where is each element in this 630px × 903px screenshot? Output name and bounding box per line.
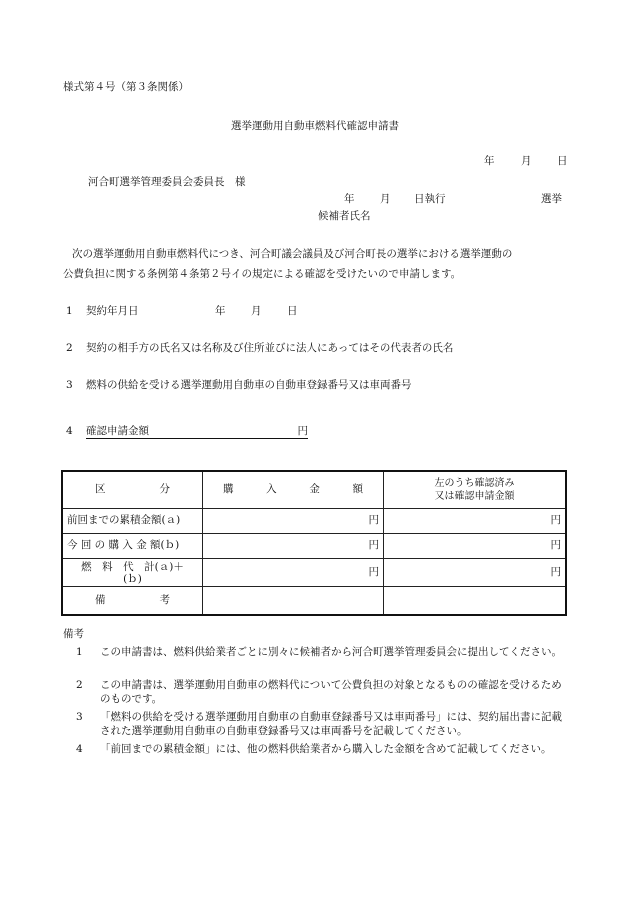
- item-2-label: 契約の相手方の氏名又は名称及び住所並びに法人にあってはその代表者の氏名: [86, 342, 454, 354]
- election-label: 選挙: [541, 193, 562, 205]
- item-1-month: 月: [251, 305, 262, 317]
- document-title: 選挙運動用自動車燃料代確認申請書: [231, 120, 399, 132]
- row-label-total-line2: (ｂ): [123, 572, 142, 585]
- item-4-number: 4: [66, 425, 73, 437]
- yen-unit: 円: [550, 514, 561, 527]
- header-confirmed-amount: [384, 471, 567, 509]
- fuel-cost-table: [61, 470, 567, 616]
- item-1-label: 契約年月日: [86, 305, 139, 317]
- table-header-row: [62, 471, 566, 509]
- row-remarks-cell-2[interactable]: [384, 587, 567, 615]
- candidate-label: 候補者氏名: [318, 210, 371, 222]
- item-1-year: 年: [215, 305, 226, 317]
- row-current-confirmed-cell[interactable]: [384, 534, 567, 559]
- note-item: [76, 742, 571, 756]
- row-label-total: [62, 559, 203, 587]
- election-year: 年: [344, 193, 355, 205]
- note-text: 「前回までの累積金額」には、他の燃料供給業者から購入した金額を含めて記載してください。: [100, 743, 552, 755]
- note-item: [76, 645, 571, 659]
- item-3-label: 燃料の供給を受ける選挙運動用自動車の自動車登録番号又は車両番号: [86, 379, 412, 391]
- header-category: [62, 471, 203, 509]
- table-row: [62, 559, 566, 587]
- header-confirmed-line1: 左のうち確認済み: [434, 478, 515, 489]
- note-item: [76, 710, 571, 738]
- note-number: 3: [76, 711, 83, 723]
- yen-unit: 円: [368, 514, 379, 527]
- item-4-amount-line: [86, 425, 308, 439]
- row-current-purchase-cell[interactable]: [203, 534, 384, 559]
- row-cumulative-purchase-cell[interactable]: [203, 509, 384, 534]
- body-text-line1: 次の選挙運動用自動車燃料代につき、河合町議会議員及び河合町長の選挙における選挙運動の: [72, 248, 513, 260]
- header-confirmed-line2: 又は確認申請金額: [434, 491, 515, 502]
- header-category-char-1: 区: [95, 483, 106, 496]
- row-cumulative-confirmed-cell[interactable]: [384, 509, 567, 534]
- table-row: [62, 509, 566, 534]
- header-purchase-amount: [203, 471, 384, 509]
- item-1-day: 日: [287, 305, 298, 317]
- note-text: 「燃料の供給を受ける選挙運動用自動車の自動車登録番号又は車両番号」には、契約届出書に記載された選挙運動用自動車の自動車登録番号又は車両番号を記載してください。: [100, 711, 562, 737]
- remarks-char-2: 考: [159, 593, 170, 606]
- item-4-label: 確認申請金額: [86, 425, 149, 437]
- header-purchase-char-3: 金: [309, 483, 320, 496]
- table-row: [62, 587, 566, 615]
- header-category-char-2: 分: [159, 483, 170, 496]
- note-text: この申請書は、燃料供給業者ごとに別々に候補者から河合町選挙管理委員会に提出してください。: [100, 646, 562, 658]
- yen-unit: 円: [368, 565, 379, 578]
- row-label-cumulative: 前回までの累積金額(ａ): [62, 509, 203, 534]
- note-number: 4: [76, 743, 83, 755]
- form-label: 様式第４号（第３条関係）: [63, 81, 189, 93]
- row-label-current: 今 回 の 購 入 金 額(ｂ): [62, 534, 203, 559]
- date-month: 月: [521, 155, 532, 167]
- note-number: 1: [76, 646, 83, 658]
- item-4-unit: 円: [297, 425, 308, 437]
- note-item: [76, 678, 571, 706]
- remarks-char-1: 備: [95, 593, 106, 606]
- row-total-confirmed-cell[interactable]: [384, 559, 567, 587]
- note-number: 2: [76, 679, 83, 691]
- date-year: 年: [484, 155, 495, 167]
- row-label-total-line1: 燃 料 代 計(ａ)＋: [81, 560, 184, 573]
- body-text-line2: 公費負担に関する条例第４条第２号イの規定による確認を受けたいので申請します。: [63, 268, 462, 280]
- election-month: 月: [380, 193, 391, 205]
- yen-unit: 円: [368, 539, 379, 552]
- header-purchase-char-1: 購: [223, 483, 234, 496]
- table-row: [62, 534, 566, 559]
- addressee: 河合町選挙管理委員会委員長 様: [88, 176, 246, 188]
- row-label-remarks: [62, 587, 203, 615]
- note-text: この申請書は、選挙運動用自動車の燃料代について公費負担の対象となるものの確認を受けるためのものです。: [100, 679, 562, 705]
- row-total-purchase-cell[interactable]: [203, 559, 384, 587]
- election-day-exec: 日執行: [414, 193, 446, 205]
- yen-unit: 円: [550, 565, 561, 578]
- header-purchase-char-2: 入: [266, 483, 277, 496]
- header-purchase-char-4: 額: [352, 483, 363, 496]
- item-2-number: 2: [66, 342, 73, 354]
- item-3-number: 3: [66, 379, 73, 391]
- item-1-number: 1: [66, 305, 73, 317]
- yen-unit: 円: [550, 539, 561, 552]
- notes-heading: 備考: [63, 628, 84, 640]
- row-remarks-cell-1[interactable]: [203, 587, 384, 615]
- date-day: 日: [557, 155, 568, 167]
